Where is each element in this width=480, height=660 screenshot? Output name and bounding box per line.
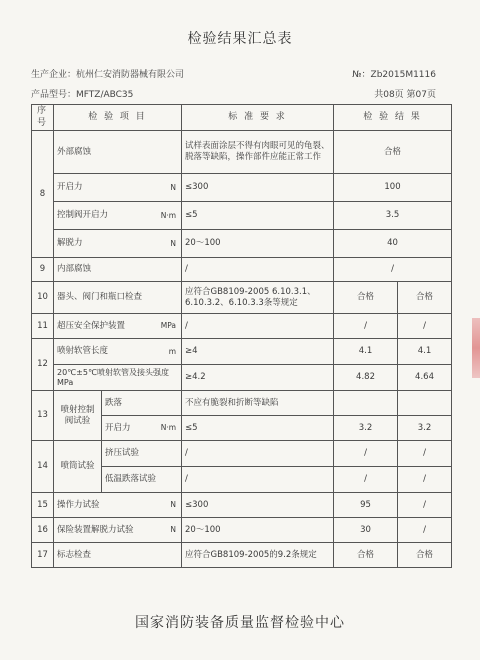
requirement: 20～100 [182, 518, 334, 543]
table-row [32, 441, 452, 467]
row-number: 10 [32, 282, 54, 314]
requirement: ≤5 [182, 202, 334, 230]
result-1: 合格 [334, 543, 398, 568]
unit-label: MPa [160, 321, 177, 331]
table-row [32, 391, 452, 416]
sub-item-name: 低温跌落试验 [102, 467, 182, 493]
item-name: 超压安全保护装置 [57, 320, 126, 331]
table-header-row [32, 105, 452, 131]
page-title: 检验结果汇总表 [187, 31, 293, 47]
item-name: 喷射控制阀试验 [54, 391, 102, 441]
row-number: 9 [32, 258, 54, 282]
requirement: ≤300 [182, 174, 334, 202]
table-row [32, 518, 452, 543]
item-name: 标志检查 [54, 543, 182, 568]
result-1: / [334, 467, 398, 493]
sub-item-name: 开启力 [105, 422, 131, 433]
table-row [32, 174, 452, 202]
requirement: 应符合GB8109-2005的9.2条规定 [182, 543, 334, 568]
result-2: 合格 [398, 282, 452, 314]
item-name: 保险装置解脱力试验 [57, 524, 134, 535]
unit-label: N [170, 238, 177, 248]
requirement: 20～100 [182, 230, 334, 258]
stamp-mark [472, 318, 480, 378]
result-2: / [398, 467, 452, 493]
sub-item-name: 跌落 [102, 391, 182, 416]
requirement: / [182, 314, 334, 339]
item-name: 20℃±5℃喷射软管及接头强度MPa [54, 365, 182, 391]
header-item: 检 验 项 目 [54, 105, 182, 131]
result-1: 4.82 [334, 365, 398, 391]
result: 100 [334, 174, 452, 202]
row-number: 11 [32, 314, 54, 339]
result-2: 4.64 [398, 365, 452, 391]
result-1: 3.2 [334, 416, 398, 441]
result-2: 合格 [398, 543, 452, 568]
item-name: 喷射软管长度 [57, 346, 109, 357]
unit-label: N [170, 182, 177, 192]
result-1 [334, 391, 398, 416]
report-number: №：Zb2015M1116 [352, 70, 436, 80]
company-label: 生产企业：杭州仁安消防器械有限公司 [31, 70, 185, 80]
table-row [32, 365, 452, 391]
result: / [334, 258, 452, 282]
table-row [32, 493, 452, 518]
row-number: 13 [32, 391, 54, 441]
result-1: 30 [334, 518, 398, 543]
item-name: 操作力试验 [57, 499, 100, 510]
requirement: / [182, 467, 334, 493]
result-2: / [398, 441, 452, 467]
unit-label: N·m [160, 423, 177, 433]
item-name: 开启力 [57, 182, 83, 193]
page-info: 共08页 第07页 [374, 90, 436, 100]
requirement: 应符合GB8109-2005 6.10.3.1、6.10.3.2、6.10.3.3条等规定 [182, 282, 334, 314]
requirement: / [182, 441, 334, 467]
result-1: / [334, 441, 398, 467]
table-row [32, 230, 452, 258]
result-2: / [398, 493, 452, 518]
unit-label: N [170, 525, 177, 535]
table-row [32, 258, 452, 282]
requirement: ≥4.2 [182, 365, 334, 391]
result-2: 3.2 [398, 416, 452, 441]
table-row [32, 543, 452, 568]
header-result: 检 验 结 果 [334, 105, 452, 131]
item-name: 内部腐蚀 [54, 258, 182, 282]
row-number: 14 [32, 441, 54, 493]
table-row [32, 202, 452, 230]
result-1: / [334, 314, 398, 339]
header-requirement: 标 准 要 求 [182, 105, 334, 131]
unit-label: m [168, 346, 177, 356]
requirement: ≥4 [182, 339, 334, 365]
result-2: / [398, 314, 452, 339]
row-number: 16 [32, 518, 54, 543]
table-row [32, 339, 452, 365]
result-2: 4.1 [398, 339, 452, 365]
sub-item-name: 挤压试验 [102, 441, 182, 467]
item-name: 控制阀开启力 [57, 210, 109, 221]
table-row [32, 282, 452, 314]
result-2: / [398, 518, 452, 543]
table-row [32, 131, 452, 174]
result: 40 [334, 230, 452, 258]
unit-label: N·m [160, 210, 177, 220]
table-row [32, 314, 452, 339]
item-name: 喷筒试验 [54, 441, 102, 493]
item-name: 器头、阀门和瓶口检查 [54, 282, 182, 314]
item-name: 外部腐蚀 [54, 131, 182, 174]
row-number: 8 [32, 131, 54, 258]
result: 3.5 [334, 202, 452, 230]
model-label: 产品型号：MFTZ/ABC35 [31, 90, 134, 100]
results-table [31, 104, 452, 568]
requirement: ≤300 [182, 493, 334, 518]
result-2 [398, 391, 452, 416]
row-number: 17 [32, 543, 54, 568]
requirement: ≤5 [182, 416, 334, 441]
footer-organization: 国家消防装备质量监督检验中心 [135, 615, 345, 631]
requirement: / [182, 258, 334, 282]
result-1: 95 [334, 493, 398, 518]
row-number: 12 [32, 339, 54, 391]
header-no: 序号 [32, 105, 54, 131]
unit-label: N [170, 500, 177, 510]
row-number: 15 [32, 493, 54, 518]
result-1: 合格 [334, 282, 398, 314]
item-name: 解脱力 [57, 238, 83, 249]
requirement: 不应有脆裂和折断等缺陷 [182, 391, 334, 416]
result: 合格 [334, 131, 452, 174]
result-1: 4.1 [334, 339, 398, 365]
requirement: 试样表面涂层不得有肉眼可见的龟裂、脱落等缺陷，操作部件应能正常工作 [182, 131, 334, 174]
